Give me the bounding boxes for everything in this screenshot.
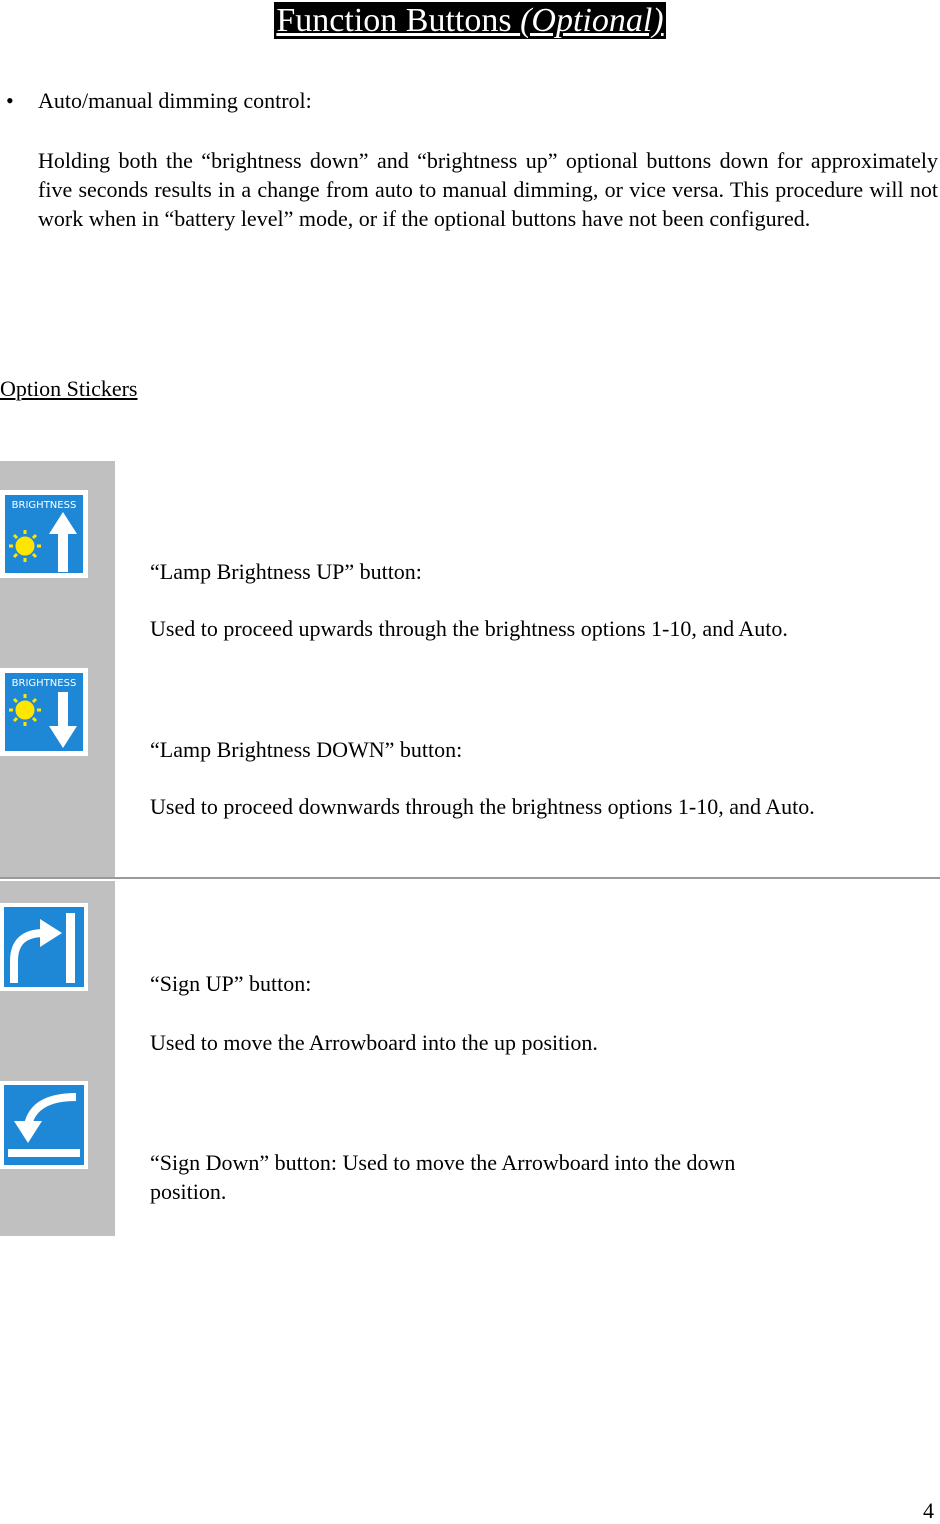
- sign-down-sticker: [0, 1081, 88, 1169]
- sticker-desc: Used to proceed downwards through the brightness options 1-10, and Auto.: [150, 794, 815, 819]
- title-optional: (Optional): [520, 2, 664, 39]
- bullet-heading: Auto/manual dimming control:: [38, 88, 312, 113]
- brightness-down-icon: [0, 668, 88, 756]
- brightness-down-sticker: [0, 668, 88, 756]
- title-main: Function Buttons: [276, 2, 521, 39]
- section-heading: Option Stickers: [0, 376, 138, 401]
- bullet-marker: •: [6, 88, 14, 113]
- brightness-up-sticker: [0, 490, 88, 578]
- divider: [0, 877, 940, 879]
- sign-down-icon: [0, 1081, 88, 1169]
- sticker-title: “Sign Down” button: Used to move the Arrowboard into the down: [150, 1150, 736, 1175]
- sign-up-icon: [0, 903, 88, 991]
- sticker-title: “Lamp Brightness UP” button:: [150, 559, 422, 584]
- sticker-title: “Lamp Brightness DOWN” button:: [150, 737, 463, 762]
- brightness-up-icon: [0, 490, 88, 578]
- sign-up-sticker: [0, 903, 88, 991]
- sticker-title: “Sign UP” button:: [150, 971, 312, 996]
- sticker-desc: Used to move the Arrowboard into the up position.: [150, 1030, 598, 1055]
- page-title: [0, 0, 940, 42]
- sticker-desc: Used to proceed upwards through the brightness options 1-10, and Auto.: [150, 616, 788, 641]
- brightness-label: BRIGHTNESS: [11, 678, 77, 689]
- page-number: 4: [923, 1498, 934, 1523]
- sticker-desc: position.: [150, 1179, 227, 1204]
- brightness-label: BRIGHTNESS: [11, 500, 77, 511]
- bullet-body: Holding both the “brightness down” and “brightness up” optional buttons down for approximately five seconds results in a change from auto to manual dimming, or vice versa. This procedure will not work when in “battery level” mode, or if the optional buttons have not been configured.: [38, 148, 938, 231]
